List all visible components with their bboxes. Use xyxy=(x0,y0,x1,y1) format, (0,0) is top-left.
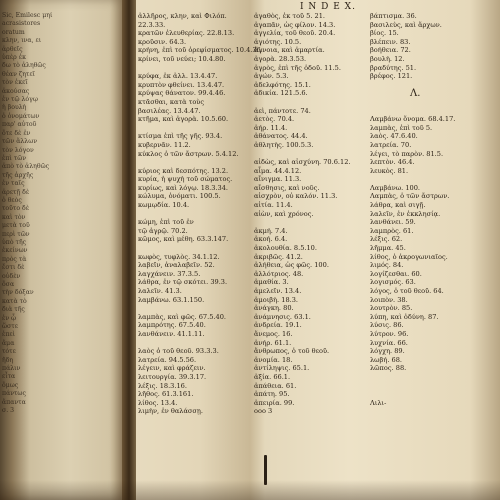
index-entry: λέγει, τὸ παρὸν. 81.5. xyxy=(370,149,444,158)
index-entry: τότε xyxy=(2,348,16,356)
index-entry: παρ' αὐτοῦ xyxy=(2,121,37,129)
index-entry: λουτρὸν. 85. xyxy=(370,304,413,313)
index-entry: ἐπεὶ xyxy=(2,331,16,339)
index-entry: αἰτία. 11.4. xyxy=(254,201,293,210)
index-entry: κώμη, ἐπὶ τοῦ ἐν xyxy=(138,218,194,227)
index-entry: ἀπάθεια. 61. xyxy=(254,381,297,390)
index-entry: Λαμβάνω ὄνομα. 68.4.17. xyxy=(370,115,456,124)
index-entry: βασιλεὺς, καὶ ἄρχων. xyxy=(370,20,442,29)
index-entry xyxy=(370,373,490,382)
index-entry: λεπτὸν. 46.4. xyxy=(370,158,415,167)
index-entry: μετὰ τοῦ xyxy=(2,222,30,230)
index-entry: Λαμβάνω. 100. xyxy=(370,183,421,192)
index-entry: λογισμός. 63. xyxy=(370,278,416,287)
index-entry: τῷ ἀγρῷ. 70.2. xyxy=(138,226,188,235)
index-entry: λαμπὰς, ἐπὶ τοῦ 5. xyxy=(370,123,433,132)
index-entry: ἐπὶ τῶν xyxy=(2,154,27,162)
index-entry: κρίνει, τοῦ νεύει; 10.4.80. xyxy=(138,54,226,63)
index-entry xyxy=(370,382,490,391)
index-entry: λύπη, καὶ ὀδύνη. 87. xyxy=(370,312,439,321)
index-entry: ἀλλῆρος, κλην, καὶ Φιλόπ. xyxy=(138,12,227,20)
index-entry: κτῆμα, καὶ ἀγορὰ. 10.5.60. xyxy=(138,115,229,124)
index-entry: κύριος καὶ δεσπότης. 13.2. xyxy=(138,166,229,175)
index-entry: κώλυμα, ὀνόματι. 100.5. xyxy=(138,192,221,201)
index-entry: κύκλος ὁ τῶν ἄστρων. 5.4.12. xyxy=(138,149,239,158)
index-entry: λῆθος. 61.3.161. xyxy=(138,390,194,399)
index-entry: ἀγαπᾶν, ὡς φίλον. 14.3. xyxy=(254,20,336,29)
index-entry: βλέπειν. 83. xyxy=(370,37,411,46)
index-entry: λοιπὸν. 38. xyxy=(370,295,408,304)
index-entry xyxy=(370,175,490,184)
index-entry: ooo 3 xyxy=(254,407,273,416)
index-entry: ἀντίληψις. 65.1. xyxy=(254,364,310,373)
index-entry xyxy=(370,98,490,107)
index-entry: λανθάνει. 59. xyxy=(370,218,416,227)
index-entry: κροῦσιν. 64.3. xyxy=(138,37,187,46)
index-entry: Sic, Emilesc μηί xyxy=(2,12,53,19)
index-entry: λαὸς. 47.6.40. xyxy=(370,132,418,141)
section-letter: Λ. xyxy=(410,88,421,99)
index-entry: βοήθεια. 72. xyxy=(370,46,411,55)
index-entry: λίθος, ὁ ἀκρογωνιαῖος. xyxy=(370,252,448,261)
index-entry: λόγος, ὁ τοῦ θεοῦ. 64. xyxy=(370,287,444,295)
index-entry xyxy=(138,210,248,219)
index-entry: oratum xyxy=(2,28,25,36)
index-entry: λυχνία. 66. xyxy=(370,338,408,347)
index-entry: δω τὸ ἀληθῶς xyxy=(2,62,46,70)
index-entry: λύσις. 86. xyxy=(370,321,404,330)
index-entry: ἀνομία. 18. xyxy=(254,355,293,364)
index-entry xyxy=(254,150,366,159)
index-entry: αἴσθησις, καὶ νοῦς. xyxy=(254,183,320,192)
index-entry: ἀρθεῖς xyxy=(2,45,23,53)
index-entry: λύτρον. 96. xyxy=(370,329,409,338)
index-entry: ὑπὲρ ἐκ xyxy=(2,54,26,62)
index-entry: ἀεὶ, πάντοτε. 74. xyxy=(254,106,311,115)
index-entry: acrasistores xyxy=(2,20,41,28)
index-entry: ἀδελφότης. 15.1. xyxy=(254,80,311,89)
index-entry: αἰδὼς, καὶ αἰσχύνη. 70.6.12. xyxy=(254,158,351,167)
index-entry: λιμός. 84. xyxy=(370,261,404,270)
index-entry: ἀδικία. 121.5.6. xyxy=(254,89,308,98)
index-entry: ἀμαθία. 3. xyxy=(254,278,289,287)
index-entry: λαμπὰς, καὶ φῶς. 67.5.40. xyxy=(138,312,226,321)
index-entry: λαλεῖν, ἐν ἐκκλησίᾳ. xyxy=(370,209,441,218)
index-entry: ἔστι δὲ xyxy=(2,264,25,272)
index-entry: ἐκείνων xyxy=(2,247,28,255)
index-entry: ἀπὸ τὸ ἀληθῶς xyxy=(2,163,50,171)
index-entry: ὥστε xyxy=(2,323,18,331)
index-entry: κρατῶν ἐλευθερίας. 22.8.13. xyxy=(138,29,235,38)
index-entry: ἀπειρία. 99. xyxy=(254,398,295,407)
index-entry: λατρεία. 70. xyxy=(370,140,412,149)
index-entry xyxy=(138,158,248,167)
index-entry: ὑπὸ τῆς xyxy=(2,238,27,246)
index-entry: ὅμως xyxy=(2,381,19,389)
index-entry: ἀθλητὴς. 100.5.3. xyxy=(254,140,314,149)
index-entry: λαλεῖν. 41.3. xyxy=(138,287,182,295)
index-entry: ὅσα xyxy=(2,281,15,288)
index-entry xyxy=(254,98,366,107)
index-entry: λῆμμα. 45. xyxy=(370,244,406,253)
index-entry: ἀκοή. 6.4. xyxy=(254,235,288,244)
index-entry: κρήνη, ἐπὶ τοῦ ὀρεφίσματος. 10.4.36. xyxy=(138,46,263,55)
index-entry: βίος. 15. xyxy=(370,29,399,38)
index-entry: ἀθάνατος. 44.4. xyxy=(254,132,308,141)
index-entry: καὶ τὸν xyxy=(2,213,26,221)
index-entry xyxy=(138,64,248,73)
index-entry xyxy=(370,107,490,116)
index-entry: αἰὼν, καὶ χρόνος. xyxy=(254,209,314,218)
index-entry: τῶν ἄλλων xyxy=(2,138,38,146)
index-entry: λέγειν, καὶ φράζειν. xyxy=(138,364,206,373)
index-entry: κυβερνᾶν. 11.2. xyxy=(138,140,191,149)
index-entry xyxy=(138,244,248,253)
index-entry: λάθρα, καὶ σιγῇ. xyxy=(370,201,426,210)
index-column-1 xyxy=(138,12,263,416)
index-entry: κυρία, ἡ ψυχὴ τοῦ σώματος. xyxy=(138,175,233,184)
index-entry: ἀνήρ. 61.1. xyxy=(254,338,292,347)
index-entry: λευκὸς. 81. xyxy=(370,166,409,175)
index-entry: ὅτε δὲ ἐν xyxy=(2,129,31,137)
index-entry: τὴν δόξαν xyxy=(2,289,34,297)
index-entry: ἀγών. 5.3. xyxy=(254,72,289,81)
index-column-3 xyxy=(370,12,490,407)
index-entry: ὁ ὀνομάτων xyxy=(2,112,40,120)
index-entry: ἀνάμνησις. 63.1. xyxy=(254,312,311,321)
index-entry: ἄνθρωπος, ὁ τοῦ θεοῦ. xyxy=(254,347,330,356)
index-entry: ἀγγελία, τοῦ θεοῦ. 20.4. xyxy=(254,29,336,38)
index-entry: ἀετὸς. 70.4. xyxy=(254,115,295,124)
index-entry: βασιλέας. 13.4.47. xyxy=(138,106,201,115)
index-entry: περὶ τῶν xyxy=(2,230,30,238)
index-entry: τῆς ἀρχῆς xyxy=(2,171,34,179)
index-entry: βρέφος. 121. xyxy=(370,72,413,81)
index-entry: διὰ τῆς xyxy=(2,306,25,314)
index-entry: λαγχάνειν. 37.3.5. xyxy=(138,269,201,278)
index-entry: κτίσμα ἐπὶ τῆς γῆς. 93.4. xyxy=(138,132,223,141)
index-entry: κωφὸς, τυφλὸς. 34.1.12. xyxy=(138,252,220,261)
index-entry: ἀνδρεία. 19.1. xyxy=(254,321,302,330)
index-entry: 22.3.33. xyxy=(138,20,166,29)
index-entry: λέξις. 18.3.16. xyxy=(138,381,187,390)
index-entry: ἀγαθὸς, ἐκ τοῦ 5. 21. xyxy=(254,12,326,20)
index-entry: λαμβάνω. 63.1.150. xyxy=(138,295,205,304)
index-entry: κτᾶσθαι, κατὰ τοὺς xyxy=(138,97,205,106)
index-entry: κρύψας θάνατον. 99.4.46. xyxy=(138,89,226,98)
left-page-column xyxy=(2,12,120,416)
index-entry: θέαν ζητεῖ xyxy=(2,70,35,78)
index-entry: ἅπαντα xyxy=(2,398,26,406)
index-entry: λανθάνειν. 41.1.11. xyxy=(138,329,205,338)
index-entry xyxy=(370,390,490,399)
page-header: I N D E X. xyxy=(300,2,356,12)
index-entry: ὁ θεὸς xyxy=(2,196,22,204)
index-entry: κωμῳδία. 10.4. xyxy=(138,201,190,210)
index-entry: κῶμος, καὶ μέθη. 63.3.147. xyxy=(138,235,229,244)
index-entry: ἐν ταῖς xyxy=(2,180,25,188)
index-entry: ἀκμή. 7.4. xyxy=(254,226,288,235)
index-entry: ἅμα xyxy=(2,339,15,347)
index-entry: τὸν ἐκεῖ xyxy=(2,79,28,87)
index-entry: λάθρα, ἐν τῷ σκότει. 39.3. xyxy=(138,278,228,287)
index-entry xyxy=(138,339,248,348)
index-entry: πάλιν xyxy=(2,365,21,373)
index-entry xyxy=(370,89,490,98)
index-column-2 xyxy=(254,12,366,416)
index-entry: ἀμοιβὴ. 18.3. xyxy=(254,295,299,304)
index-entry: λέξις. 62. xyxy=(370,235,403,244)
index-entry: λωβή. 68. xyxy=(370,355,402,364)
index-entry: ἀκούσας xyxy=(2,87,30,95)
index-entry: εἶτα xyxy=(2,373,16,381)
index-entry: λίθος. 13.4. xyxy=(138,398,178,407)
index-entry: λαβεῖν, ἀναλαβεῖν. 52. xyxy=(138,261,215,270)
index-entry: κατὰ τὸ xyxy=(2,297,27,305)
index-entry: λειτουργία. 39.3.17. xyxy=(138,372,207,381)
index-entry: σ. 3 xyxy=(2,407,15,415)
index-entry: λογίζεσθαι. 60. xyxy=(370,269,422,278)
index-entry: αἷμα. 44.4.12. xyxy=(254,166,302,175)
index-entry: Λαμπὰς, ὁ τῶν ἄστρων. xyxy=(370,192,450,201)
index-entry: ἐν τῷ λόγῳ xyxy=(2,96,38,104)
index-entry: αἰσχρὸν, οὐ καλόν. 11.3. xyxy=(254,192,338,201)
index-entry: λαμπρότης. 67.5.40. xyxy=(138,321,206,330)
index-entry: τοῦτο δὲ xyxy=(2,205,30,213)
index-entry: ἀλλότριος. 48. xyxy=(254,269,304,278)
index-entry: ἀρετῇ δὲ xyxy=(2,188,30,196)
index-entry: λαμπρὸς. 61. xyxy=(370,226,414,235)
index-entry: ἀμελεῖν. 13.4. xyxy=(254,287,302,295)
index-entry: ἀήρ. 11.4. xyxy=(254,123,288,132)
index-entry: ἡ βουλὴ xyxy=(2,104,27,112)
book-gutter xyxy=(122,0,136,500)
index-entry: ἐν ᾧ xyxy=(2,314,17,322)
index-entry: ἀνάγκη. 80. xyxy=(254,304,294,313)
index-entry: πρὸς τὰ xyxy=(2,255,27,263)
index-entry: ἁγιότης. 10.5. xyxy=(254,37,302,46)
index-entry: αἴνιγμα. 11.3. xyxy=(254,175,302,184)
index-entry: τὸν λόγον xyxy=(2,146,34,154)
index-entry: βουλὴ. 12. xyxy=(370,54,405,63)
index-entry: ἀξία. 66.1. xyxy=(254,372,291,381)
left-page xyxy=(0,0,125,500)
index-entry: λατρεία. 94.5.56. xyxy=(138,355,197,364)
index-entry: κυρίως, καὶ λόγῳ. 18.3.34. xyxy=(138,183,229,192)
index-entry xyxy=(254,218,366,227)
index-entry: λόγχη. 89. xyxy=(370,347,405,356)
index-entry: ἀκολουθία. 8.5.10. xyxy=(254,244,317,253)
index-entry: ἄγνοια, καὶ ἁμαρτία. xyxy=(254,46,325,55)
index-entry: Λιλι- xyxy=(370,398,387,407)
index-entry: κρυπτὸν φθείνει. 13.4.47. xyxy=(138,80,225,89)
index-entry: ἤδη xyxy=(2,356,14,364)
index-entry: ἀγορὰ. 28.3.53. xyxy=(254,54,307,63)
index-entry: κλην, ινα, ει xyxy=(2,37,42,45)
index-entry: ἀλήθεια, ὡς φῶς. 100. xyxy=(254,261,329,270)
index-entry: βραδύτης. 51. xyxy=(370,63,417,72)
index-entry: βάπτισμα. 36. xyxy=(370,12,417,20)
index-entry: λιμὴν, ἐν θαλάσσῃ. xyxy=(138,407,203,416)
index-entry: ἀπάτη. 95. xyxy=(254,390,290,399)
index-entry xyxy=(370,81,490,90)
index-entry: ἀγρὸς, ἐπὶ τῆς ὁδοῦ. 11.5. xyxy=(254,63,341,72)
bottom-shadow xyxy=(0,480,500,500)
index-entry: ἄνεμος. 16. xyxy=(254,329,293,338)
index-entry: πάντως xyxy=(2,390,26,398)
index-entry: ἀκριβῶς. 41.2. xyxy=(254,252,303,261)
index-entry: κρύφα, ἐκ ἀλλ. 13.4.47. xyxy=(138,72,218,81)
index-entry xyxy=(138,304,248,313)
index-entry: οὐδὲν xyxy=(2,272,21,280)
index-entry: λῶπος. 88. xyxy=(370,364,407,373)
index-entry: λαὸς ὁ τοῦ θεοῦ. 93.3.3. xyxy=(138,347,219,356)
